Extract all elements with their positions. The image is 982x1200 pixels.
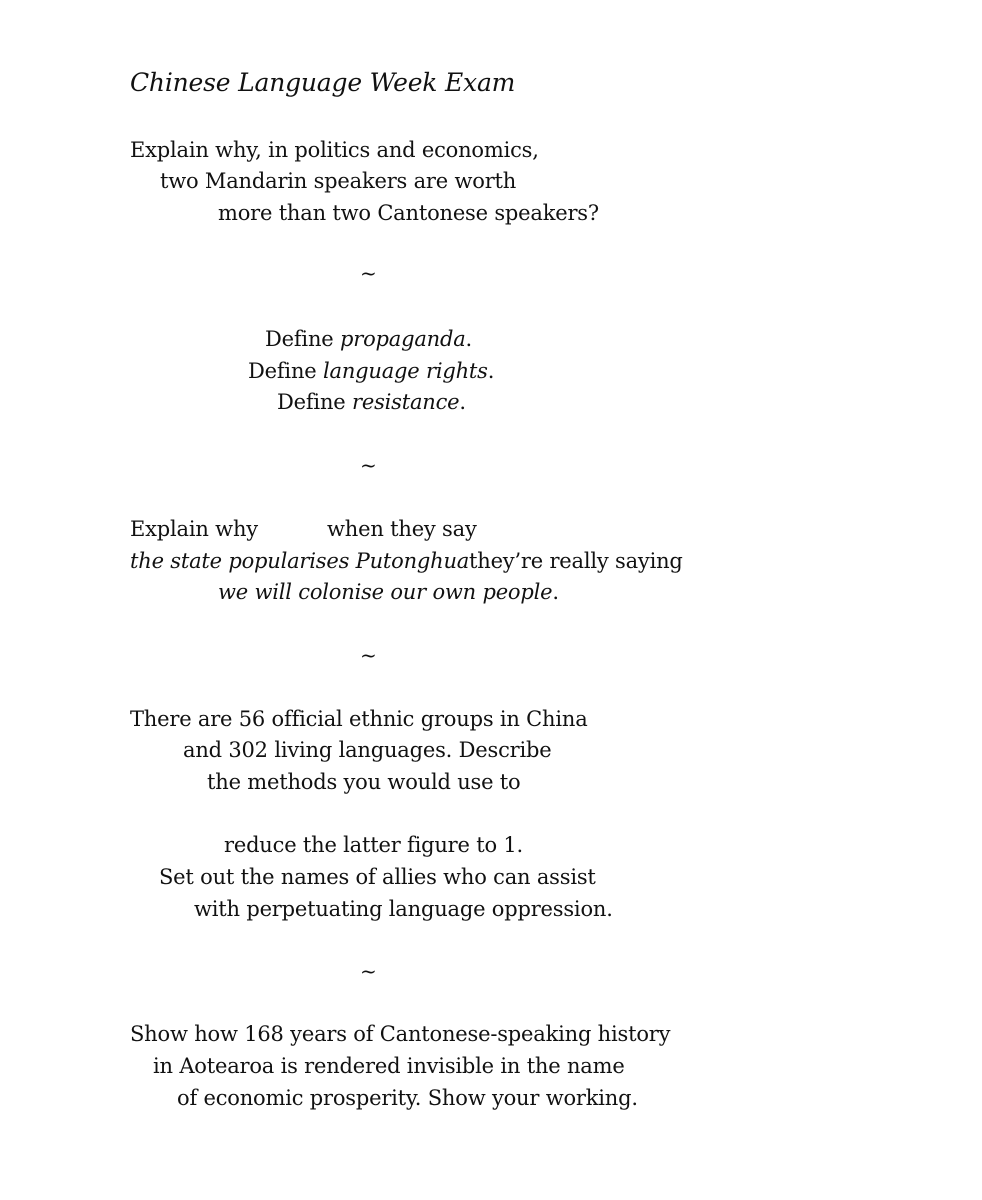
- separator-1: ~: [360, 261, 377, 285]
- define-word: Define: [265, 327, 334, 351]
- define-word: Define: [248, 359, 317, 383]
- q4-line-1: There are 56 official ethnic groups in China: [130, 707, 588, 731]
- q4-line-5: Set out the names of allies who can assist: [159, 865, 596, 889]
- term-language-rights: language rights: [323, 359, 488, 383]
- q4-line-2: and 302 living languages. Describe: [183, 738, 552, 762]
- term-propaganda: propaganda: [340, 327, 466, 351]
- q5-line-2: in Aotearoa is rendered invisible in the name: [153, 1054, 625, 1078]
- q2-line-1: [265, 326, 472, 352]
- q3-line-3: [218, 579, 559, 605]
- q4-line-4: reduce the latter figure to 1.: [224, 833, 524, 857]
- q3-state-popularises: the state popularises Putonghua: [130, 549, 470, 573]
- q3-explain-why: Explain why: [130, 517, 258, 541]
- period: .: [465, 327, 473, 351]
- term-resistance: resistance: [352, 390, 460, 414]
- period: .: [459, 390, 466, 414]
- q4-line-3: the methods you would use to: [207, 770, 521, 794]
- q5-line-1: Show how 168 years of Cantonese-speaking history: [130, 1022, 671, 1046]
- separator-4: ~: [360, 959, 377, 983]
- q4-line-6: with perpetuating language oppression.: [194, 897, 613, 921]
- q1-line-3: more than two Cantonese speakers?: [218, 201, 599, 225]
- define-word: Define: [277, 390, 346, 414]
- q3-really-saying: they’re really saying: [469, 549, 683, 573]
- separator-3: ~: [360, 643, 377, 667]
- q5-line-3: of economic prosperity. Show your working.: [177, 1086, 638, 1110]
- page-title: Chinese Language Week Exam: [130, 68, 516, 97]
- separator-2: ~: [360, 453, 377, 477]
- period: .: [487, 359, 495, 383]
- period: .: [552, 580, 559, 604]
- q2-line-3: [277, 389, 466, 415]
- q1-line-1: Explain why, in politics and economics,: [130, 138, 539, 162]
- q1-line-2: two Mandarin speakers are worth: [160, 169, 517, 193]
- q3-when-they-say: when they say: [327, 517, 477, 541]
- q3-colonise: we will colonise our own people: [218, 580, 553, 604]
- q2-line-2: [248, 358, 494, 384]
